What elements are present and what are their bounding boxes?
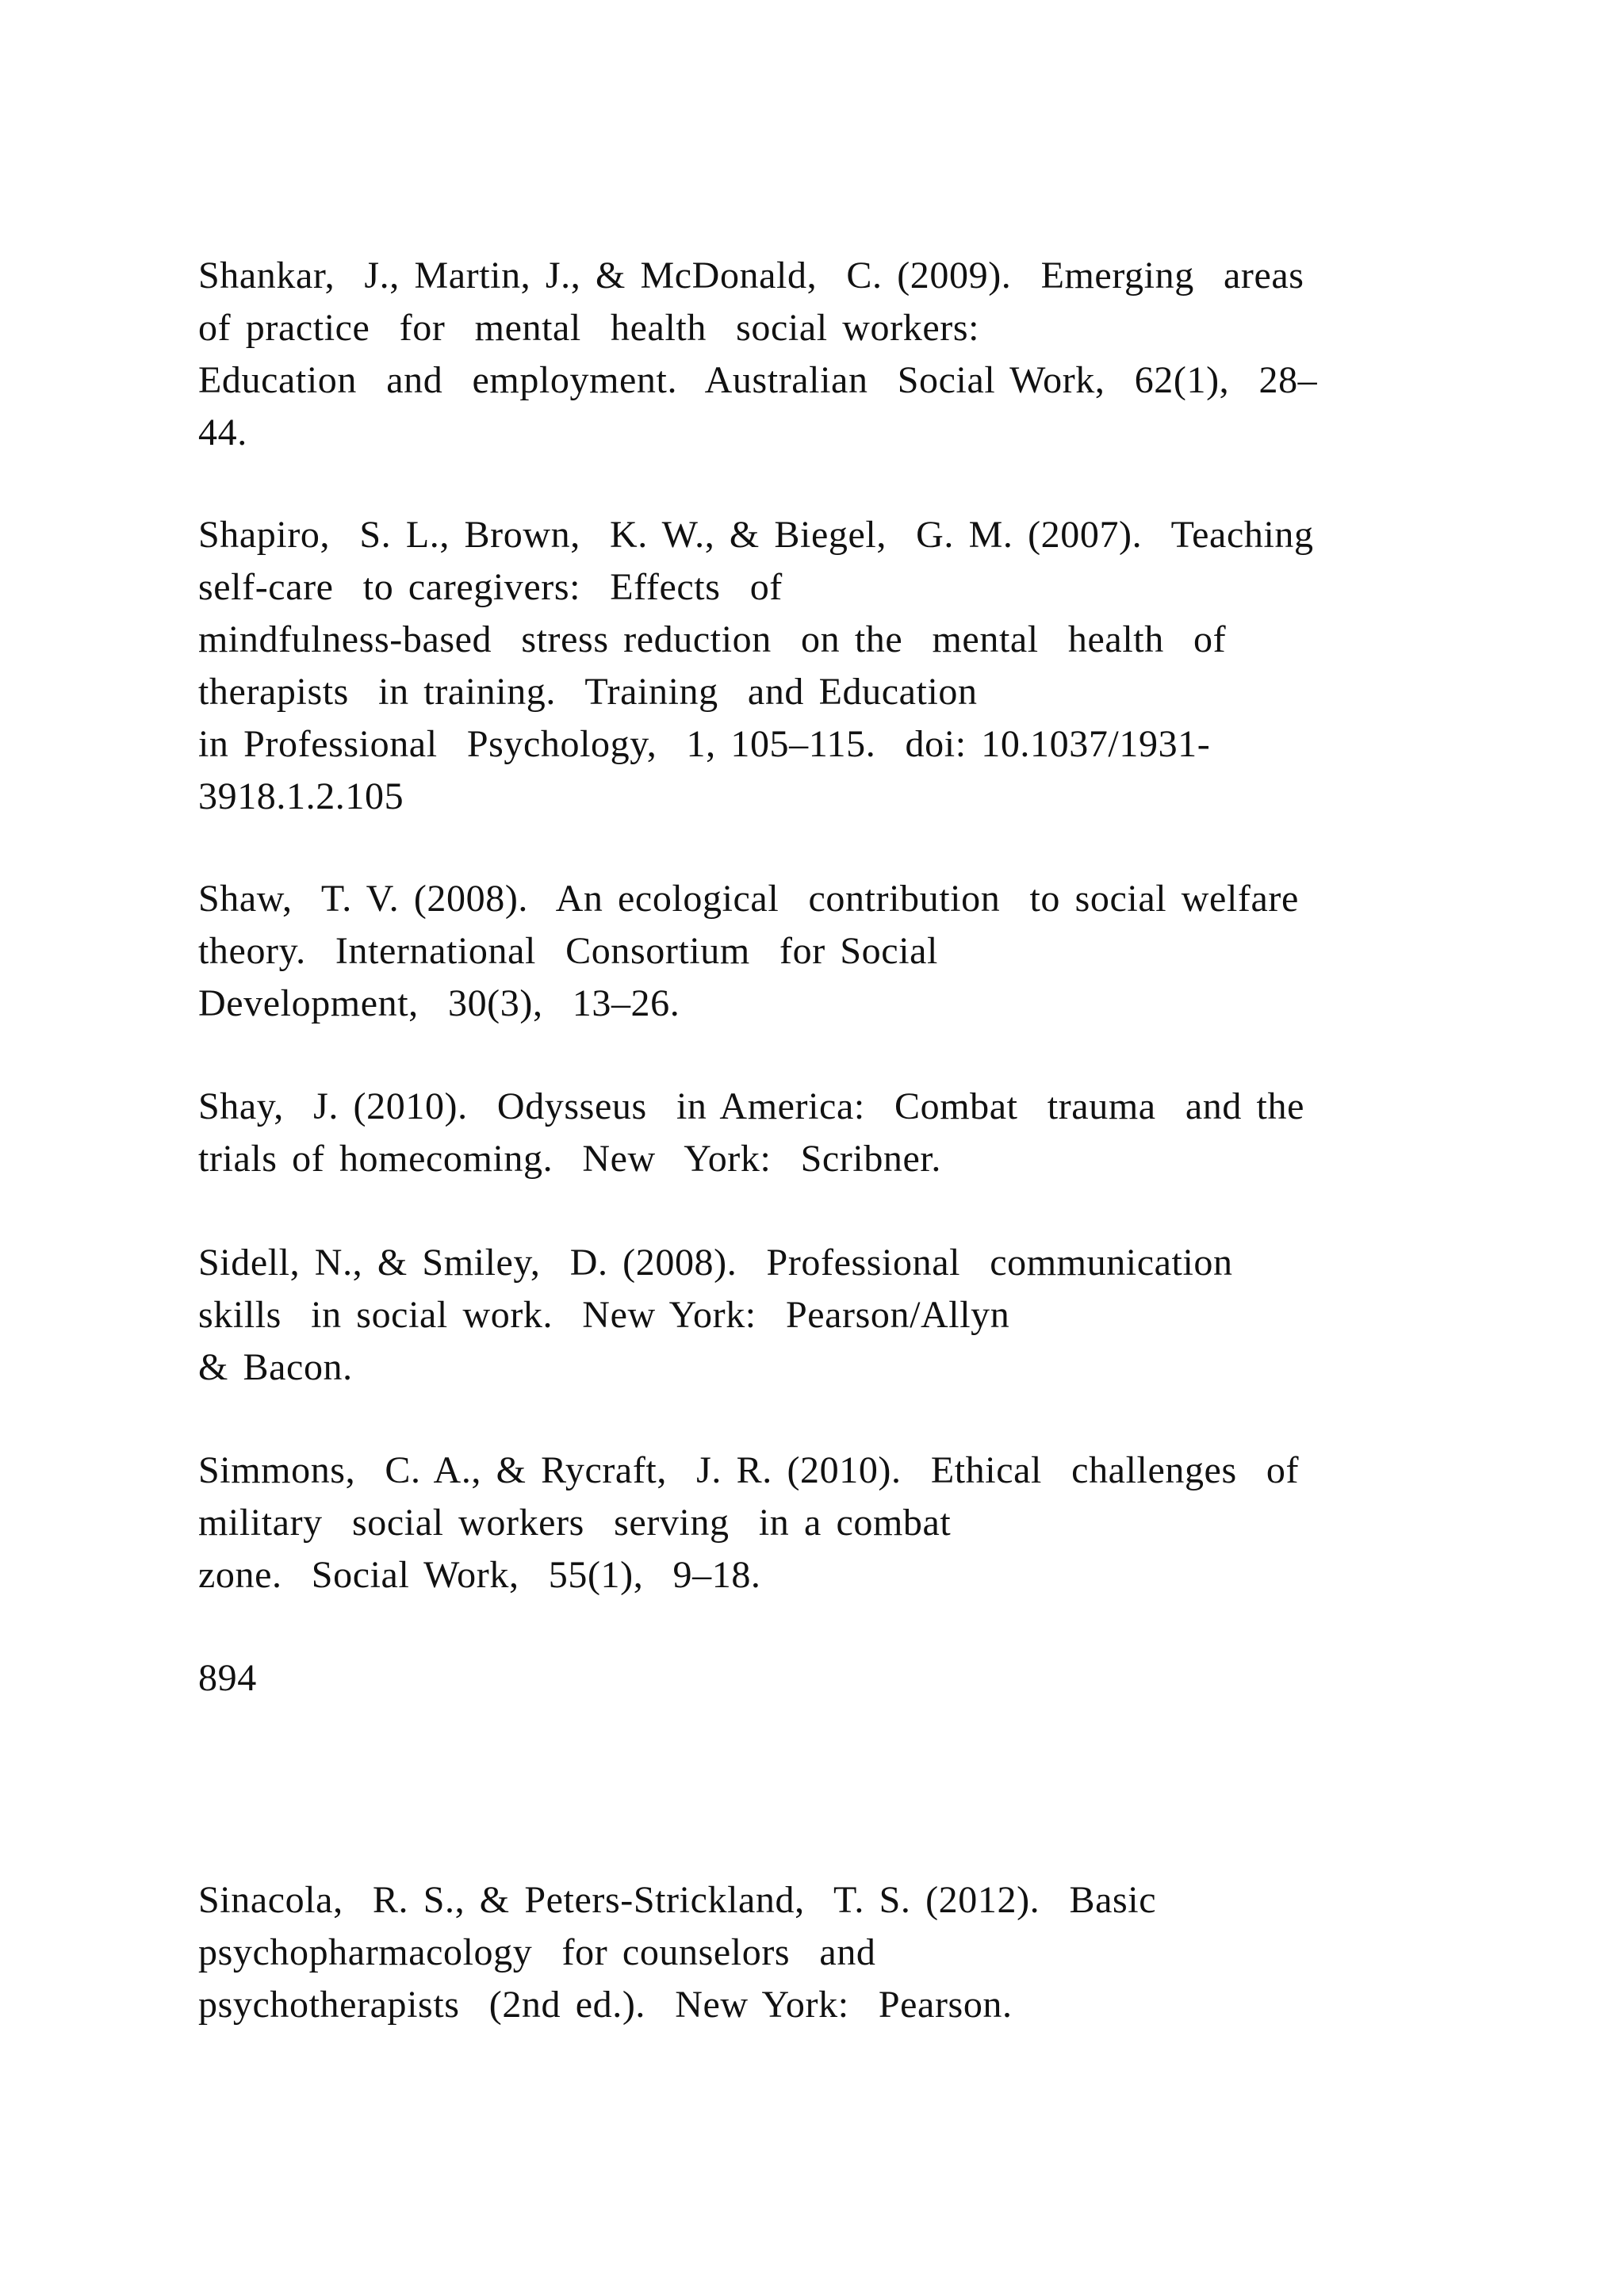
reference-simmons-line-2: military social workers serving in a combat (198, 1502, 952, 1544)
reference-shapiro-line-2: self-care to caregivers: Effects of (198, 566, 783, 608)
reference-shankar-line-2: of practice for mental health social workers: (198, 307, 980, 349)
reference-shaw-line-3: Development, 30(3), 13–26. (198, 982, 680, 1024)
reference-sidell-line-2: skills in social work. New York: Pearson/Allyn (198, 1294, 1010, 1336)
reference-shaw-line-1: Shaw, T. V. (2008). An ecological contribution to social welfare (198, 878, 1299, 920)
reference-shay-line-2: trials of homecoming. New York: Scribner. (198, 1138, 941, 1180)
reference-shaw-line-2: theory. International Consortium for Social (198, 930, 938, 972)
reference-sinacola-line-3: psychotherapists (2nd ed.). New York: Pearson. (198, 1984, 1013, 2026)
reference-shapiro-line-5: in Professional Psychology, 1, 105–115. doi: 10.1037/1931- (198, 723, 1211, 765)
reference-simmons-line-3: zone. Social Work, 55(1), 9–18. (198, 1554, 761, 1596)
reference-shapiro-line-3: mindfulness-based stress reduction on the mental health of (198, 618, 1227, 660)
reference-shankar-line-3: Education and employment. Australian Social Work, 62(1), 28– (198, 359, 1318, 401)
reference-shapiro-line-4: therapists in training. Training and Education (198, 671, 978, 713)
page-number: 894 (198, 1657, 257, 1699)
reference-shankar-line-1: Shankar, J., Martin, J., & McDonald, C. (2009). Emerging areas (198, 254, 1304, 297)
reference-shay-line-1: Shay, J. (2010). Odysseus in America: Combat trauma and the (198, 1085, 1304, 1127)
reference-sinacola-line-1: Sinacola, R. S., & Peters-Strickland, T. S. (2012). Basic (198, 1879, 1157, 1921)
reference-shankar-line-4: 44. (198, 411, 247, 453)
reference-sidell-line-3: & Bacon. (198, 1346, 353, 1388)
reference-sinacola-line-2: psychopharmacology for counselors and (198, 1931, 876, 1973)
reference-simmons-line-1: Simmons, C. A., & Rycraft, J. R. (2010). Ethical challenges of (198, 1449, 1300, 1491)
reference-sidell-line-1: Sidell, N., & Smiley, D. (2008). Professional communication (198, 1242, 1233, 1284)
reference-shapiro-line-6: 3918.1.2.105 (198, 775, 404, 817)
reference-shapiro-line-1: Shapiro, S. L., Brown, K. W., & Biegel, G. M. (2007). Teaching (198, 514, 1314, 556)
